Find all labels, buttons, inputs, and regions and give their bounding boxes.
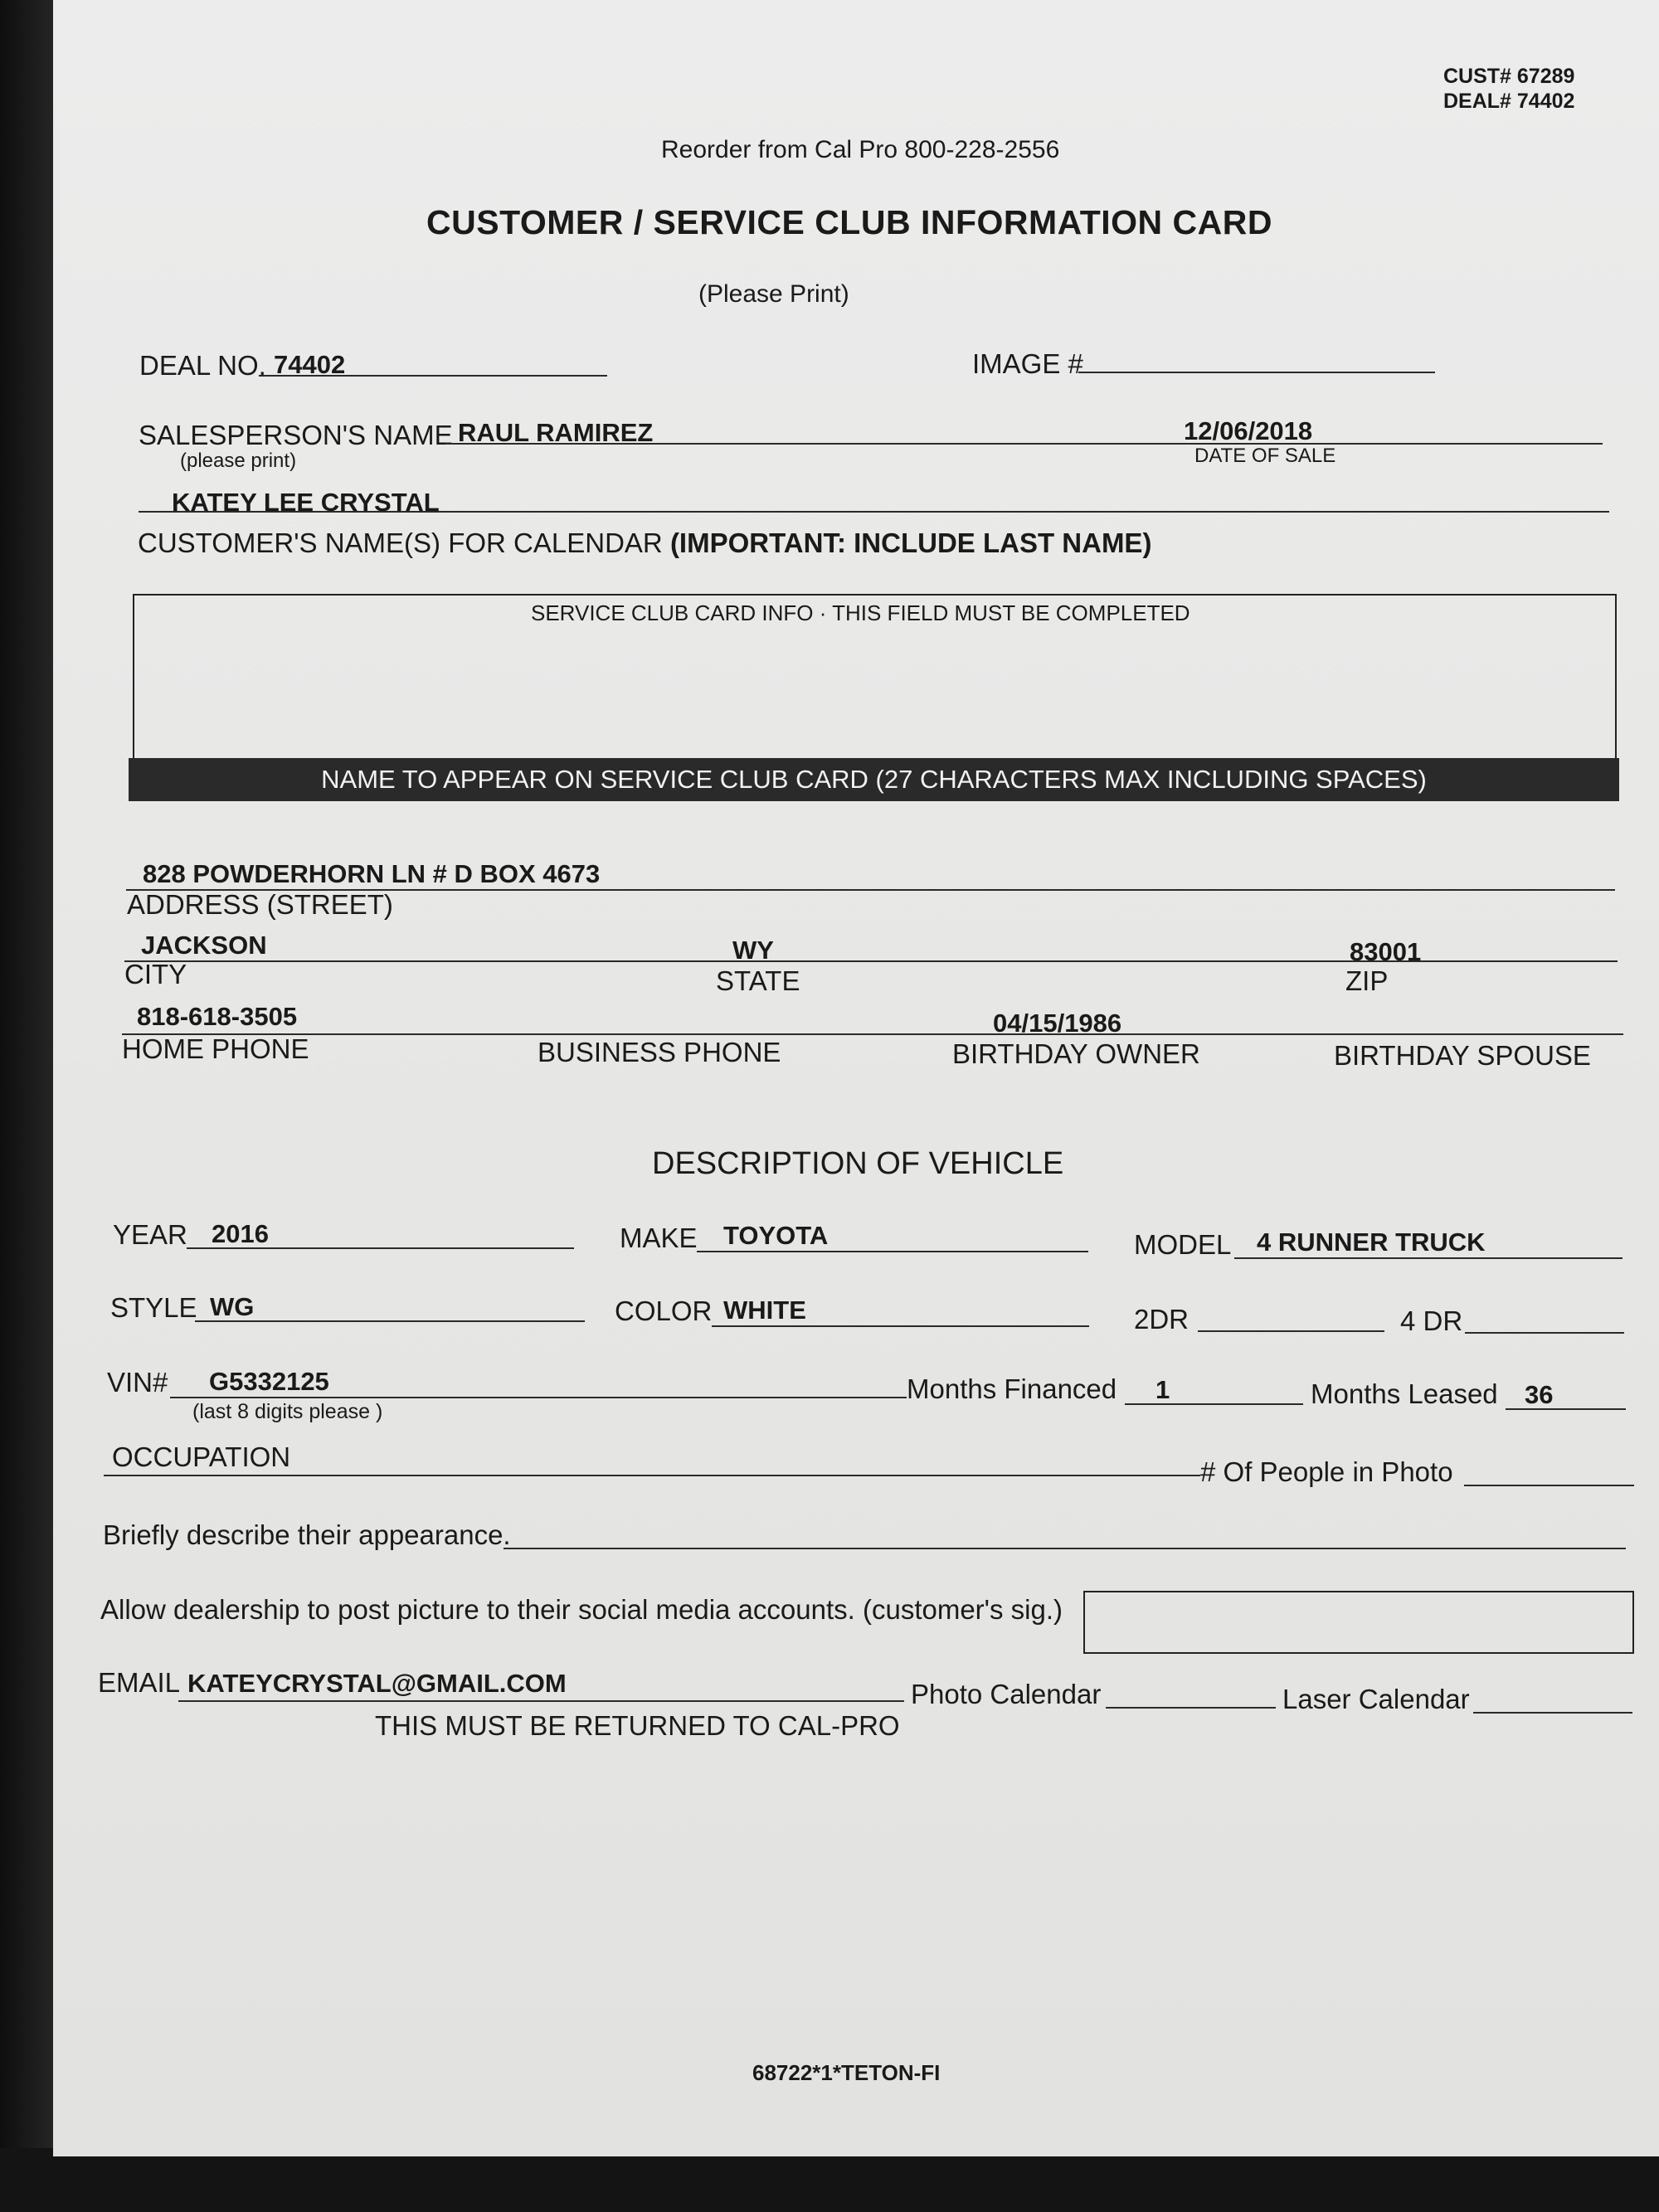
city-field[interactable]: JACKSON: [141, 931, 267, 960]
social-media-label: Allow dealership to post picture to their social media accounts. (customer's sig.): [100, 1594, 1063, 1625]
months-leased-label: Months Leased: [1311, 1378, 1498, 1409]
occupation-label: OCCUPATION: [112, 1441, 291, 1472]
customer-names-label: [138, 527, 1151, 559]
laser-calendar-field[interactable]: [1473, 1712, 1632, 1714]
color-label: COLOR: [615, 1296, 713, 1326]
customer-signature-box[interactable]: [1083, 1591, 1634, 1654]
photo-calendar-label: Photo Calendar: [911, 1679, 1102, 1709]
background-bottom: [0, 2148, 1659, 2212]
cust-number: CUST# 67289: [1443, 65, 1575, 88]
image-no-label: IMAGE #: [972, 348, 1083, 379]
two-door-field[interactable]: [1198, 1330, 1384, 1332]
months-financed-field[interactable]: 1: [1155, 1375, 1170, 1404]
people-in-photo-field[interactable]: [1464, 1485, 1634, 1486]
vin-label: VIN#: [107, 1367, 168, 1398]
deal-number-top: DEAL# 74402: [1443, 90, 1575, 113]
customer-names-line: [139, 511, 1609, 513]
salesperson-field[interactable]: RAUL RAMIREZ: [458, 418, 654, 447]
city-state-zip-line: [124, 960, 1618, 962]
salesperson-sublabel: (please print): [180, 450, 297, 472]
form-sheet: [53, 0, 1659, 2156]
deal-no-field[interactable]: 74402: [274, 350, 346, 379]
service-club-band: [129, 758, 1619, 801]
months-financed-line: [1125, 1403, 1303, 1405]
page-title: CUSTOMER / SERVICE CLUB INFORMATION CARD: [426, 203, 1272, 241]
appearance-label: Briefly describe their appearance.: [103, 1519, 511, 1550]
birthday-owner-label: BIRTHDAY OWNER: [952, 1038, 1200, 1069]
months-leased-line: [1506, 1408, 1626, 1410]
model-label: MODEL: [1134, 1229, 1232, 1260]
footer-code: 68722*1*TETON-FI: [752, 2060, 941, 2085]
email-field[interactable]: KATEYCRYSTAL@GMAIL.COM: [187, 1669, 567, 1698]
customer-names-field[interactable]: KATEY LEE CRYSTAL: [172, 488, 440, 517]
make-label: MAKE: [620, 1223, 698, 1253]
months-leased-field[interactable]: 36: [1525, 1380, 1554, 1409]
four-door-field[interactable]: [1465, 1332, 1624, 1334]
service-club-header: SERVICE CLUB CARD INFO · THIS FIELD MUST BE COMPLETED: [531, 600, 1190, 625]
appearance-field[interactable]: [504, 1548, 1626, 1549]
phone-birthday-line: [122, 1033, 1623, 1035]
state-field[interactable]: WY: [732, 936, 774, 965]
city-label: CITY: [124, 959, 187, 989]
zip-label: ZIP: [1345, 965, 1389, 996]
model-field[interactable]: 4 RUNNER TRUCK: [1257, 1228, 1486, 1257]
year-field[interactable]: 2016: [212, 1219, 269, 1248]
address-field[interactable]: 828 POWDERHORN LN # D BOX 4673: [143, 859, 601, 888]
occupation-field[interactable]: [104, 1475, 1200, 1476]
deal-no-label: DEAL NO.: [139, 350, 266, 381]
date-of-sale-field[interactable]: 12/06/2018: [1184, 416, 1313, 445]
reorder-note: Reorder from Cal Pro 800-228-2556: [661, 136, 1060, 163]
salesperson-label: SALESPERSON'S NAME: [139, 420, 453, 450]
make-line: [697, 1251, 1088, 1252]
zip-field[interactable]: 83001: [1350, 937, 1422, 966]
vin-line: [170, 1397, 907, 1398]
please-print-note: (Please Print): [698, 280, 849, 308]
laser-calendar-label: Laser Calendar: [1282, 1684, 1470, 1714]
months-financed-label: Months Financed: [907, 1373, 1117, 1404]
birthday-owner-field[interactable]: 04/15/1986: [993, 1009, 1122, 1038]
home-phone-field[interactable]: 818-618-3505: [137, 1002, 298, 1031]
return-note: THIS MUST BE RETURNED TO CAL-PRO: [375, 1710, 900, 1741]
color-field[interactable]: WHITE: [723, 1296, 806, 1325]
style-label: STYLE: [110, 1292, 197, 1323]
make-field[interactable]: TOYOTA: [723, 1221, 829, 1250]
vehicle-heading: DESCRIPTION OF VEHICLE: [652, 1146, 1064, 1181]
two-door-label: 2DR: [1134, 1304, 1190, 1334]
vin-note: (last 8 digits please ): [192, 1400, 383, 1423]
address-label: ADDRESS (STREET): [127, 889, 393, 920]
year-label: YEAR: [113, 1219, 187, 1250]
service-club-band-text: NAME TO APPEAR ON SERVICE CLUB CARD (27 CHARACTERS MAX INCLUDING SPACES): [321, 765, 1427, 794]
photo-calendar-field[interactable]: [1106, 1707, 1276, 1709]
color-line: [712, 1325, 1089, 1327]
style-field[interactable]: WG: [210, 1292, 255, 1321]
model-line: [1234, 1257, 1623, 1259]
people-in-photo-label: # Of People in Photo: [1200, 1456, 1453, 1487]
customer-names-label-text: CUSTOMER'S NAME(S) FOR CALENDAR: [138, 527, 663, 558]
four-door-label: 4 DR: [1400, 1305, 1463, 1336]
birthday-spouse-label: BIRTHDAY SPOUSE: [1334, 1040, 1591, 1071]
state-label: STATE: [716, 965, 800, 996]
date-of-sale-label: DATE OF SALE: [1194, 445, 1336, 467]
customer-names-label-bold: (IMPORTANT: INCLUDE LAST NAME): [669, 527, 1152, 558]
business-phone-label: BUSINESS PHONE: [538, 1037, 781, 1067]
image-no-line: [1078, 372, 1435, 373]
home-phone-label: HOME PHONE: [122, 1033, 309, 1064]
vin-field[interactable]: G5332125: [209, 1367, 329, 1396]
email-label: EMAIL: [98, 1667, 181, 1698]
email-line: [178, 1700, 904, 1702]
